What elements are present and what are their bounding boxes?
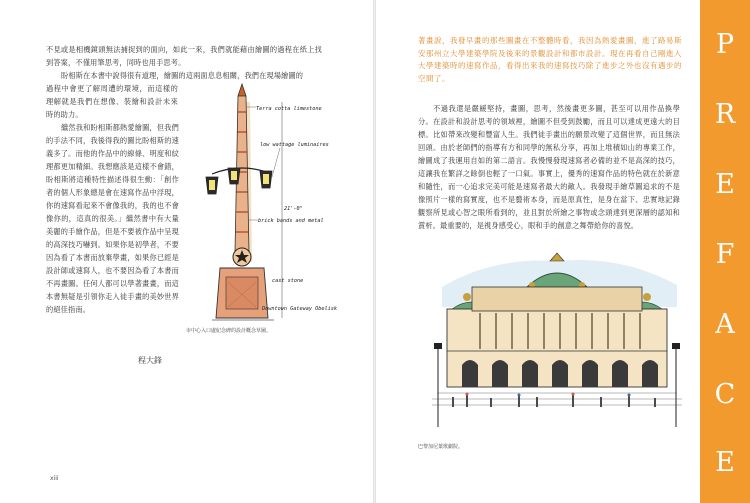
left-body-paragraph: 繼然我和盼相斯都熱愛繪圖，但我們的手法不同，我後得我的圖比盼相斯的速義多了。而他的作品中的線條、明度和紋理都更加精細。我想應該是這樣不會錯，盼相斯將這種特性描述得很生動：「創作者的個人形象總是會在速寫作品中浮現，你的速寫看起來不會像我的，我的也不會像你的，這真的很美。」繼然書中有大量美麗的手繪作品，但是不要被作品中呈現的高深技巧嚇到。如果你是初學者，不要因為看了本書而放棄學畫，如果你已經是設計師或速寫人，也不要因為看了本書而不再畫圖。任何人都可以學著畫畫，而這本書無疑是引領你走入徒手畫的美妙世界的絕佳指南。 — [46, 123, 179, 314]
left-second-paragraph: 盼相斯在本書中說得很有道理，繪圖的這兩面息息相關，我們在現場繪圖的 — [61, 71, 304, 80]
note-obelisk-title: Downtown Gateway Obelisk — [262, 306, 337, 312]
note-cast-stone: cast stone — [272, 278, 304, 284]
preface-quote: 著畫說，我發早畫的那些圖畫在不整體時看，我因為熱愛畫圖，進了路易斯安那州立大學建築學院及後來的景觀設計和都市設計。現在再看自己剛進入大學建築時的速寫作品，看得出來我的速寫技巧除了進步之外也沒有遇步的空間了。 — [418, 36, 682, 83]
opera-house-sketch — [432, 247, 682, 432]
note-height: 21'-0" — [284, 206, 303, 212]
left-wrap-paragraph: 過程中會更了解周遭的環境，而這樣的理解就是我們在想像、裝繪和設計未來時的助力。 — [46, 84, 178, 119]
note-terra-cotta: Terra cotta limestone — [256, 106, 322, 112]
preface-letter-e2: E — [715, 447, 735, 478]
preface-letter-c: C — [714, 379, 736, 410]
preface-band — [700, 0, 750, 503]
preface-letters — [700, 0, 750, 503]
note-luminaires: low wattage luminaires — [260, 142, 329, 148]
preface-letter-f: F — [715, 239, 735, 270]
preface-letter-p: P — [715, 29, 735, 60]
obelisk-sketch — [192, 82, 337, 328]
preface-letter-e: E — [715, 169, 735, 200]
obelisk-caption: 市中心入口處紀念碑的設計概念草圖。 — [186, 328, 272, 334]
opera-house-caption: 巴黎加尼葉歌劇院。 — [418, 444, 464, 450]
preface-letter-r: R — [714, 99, 736, 130]
right-body-paragraph: 不過我還是嚴緩堅持，畫圖，思考，然後畫更多圖，甚至可以用作品換學分。在設計和設計思考的領域裡，繪圖不但受到鼓勵，而且可以達成更遠大的目標。比如帶來改變和豐富人生。我們徒手畫出的願景改變了這個世界，而且無法回頭。由於老師們的指導有方和同學的無私分享，再加上堆積如山的專業工作，繪圖成了我運用自如的第二語言。我慢慢發現速寫者必備的並不是高深的技巧，這讓我在繁詳之餘倒也輕了一口氣。事實上，優秀的速寫作品的特色就在於新意和隨性，而一心追求完美可能是速寫者最大的敵人。我發現手繪草圖追求的不是像照片一樣的寫實度，也不是藝術本身，而是原真性，是身在當下、忠實地記錄觀察所見或心智之眼所看到的，並且對於所繪之事物或念頭達到更深層的認知和賞析。最重要的，是視身感受心，眼和手的創意之舞帶給你的喜悅。 — [418, 104, 680, 230]
note-brick-bands: brick bands and metal — [258, 218, 324, 224]
preface-letter-a: A — [715, 309, 735, 340]
page-number: xiii — [50, 475, 59, 482]
author-signature: 程大鋒 — [138, 356, 162, 365]
left-lead-paragraph: 不見或是相機鏡頭無法捕捉到的面向，如此一來，我們就能藉由繪圖的過程在紙上找到答案，不僅用筆思考，同時也用手思考。 — [46, 45, 322, 67]
